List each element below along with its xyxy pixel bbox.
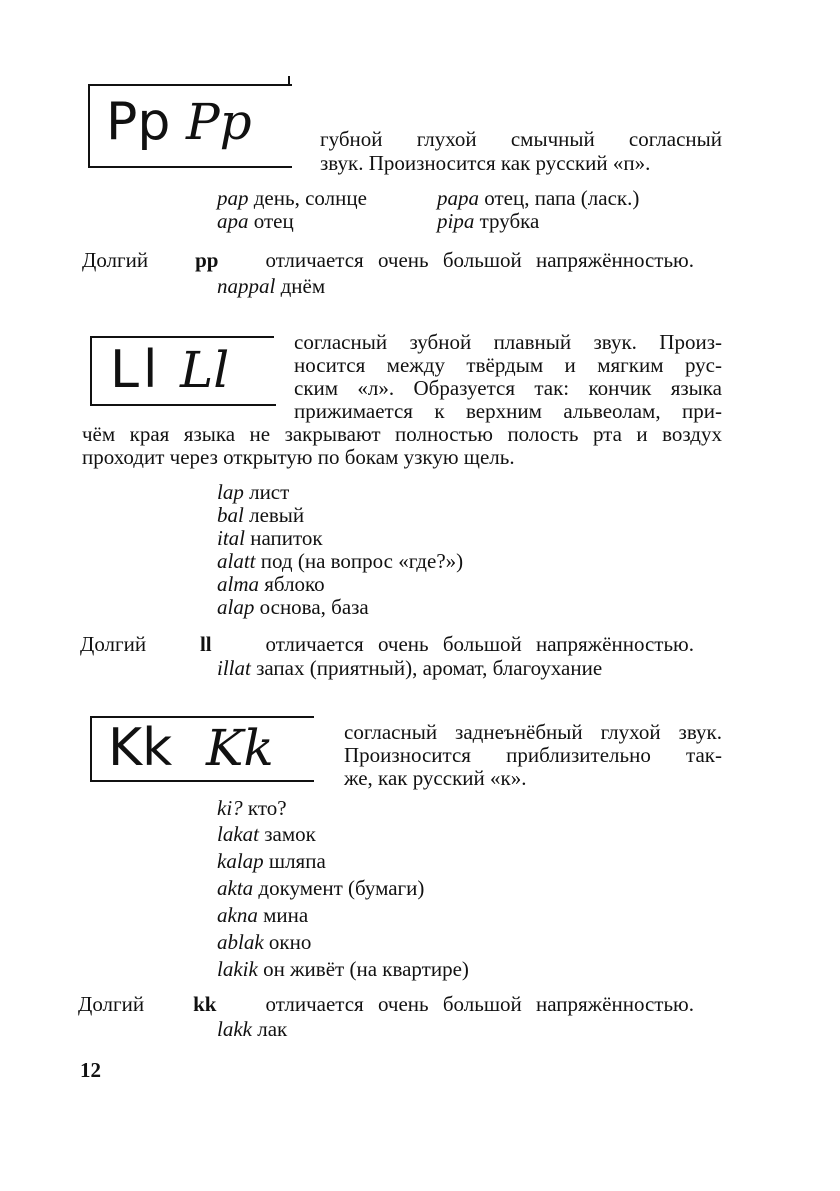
example-word: apa <box>217 209 249 233</box>
example-gloss: яблоко <box>264 572 325 596</box>
k-example-row <box>217 876 424 900</box>
example-word: lakik <box>217 957 258 981</box>
letter-p-print: Pp <box>106 92 171 152</box>
l-example-row <box>217 480 289 504</box>
l-example-row <box>217 526 323 550</box>
letter-box-k-bottom-rule <box>90 780 314 782</box>
letter-box-l-left-rule <box>90 336 92 406</box>
example-word: papa <box>437 186 479 210</box>
k-example-row <box>217 822 316 846</box>
example-word: alma <box>217 572 259 596</box>
example-word: illat <box>217 656 251 680</box>
l-example-row <box>217 503 304 527</box>
l-example-row <box>217 595 369 619</box>
letter-k-script: Kk <box>206 719 274 777</box>
long-note-pre: Долгий <box>78 992 145 1016</box>
example-gloss: трубка <box>479 209 540 233</box>
k-long-example <box>217 1017 287 1041</box>
example-gloss: днём <box>280 274 326 298</box>
example-gloss: документ (бумаги) <box>258 876 425 900</box>
example-gloss: шляпа <box>268 849 326 873</box>
letter-box-k-left-rule <box>90 716 92 782</box>
letter-p-script: Pp <box>186 93 252 151</box>
long-note-pre: Долгий <box>82 248 149 272</box>
example-word: alatt <box>217 549 256 573</box>
long-note-post: отличается очень большой напряжённостью. <box>265 992 694 1016</box>
k-example-row <box>217 849 326 873</box>
example-word: lakat <box>217 822 259 846</box>
example-gloss: он живёт (на квартире) <box>263 957 469 981</box>
example-gloss: день, солнце <box>253 186 367 210</box>
example-word: ital <box>217 526 246 550</box>
l-description-line-5: чём края языка не закрывают полностью полость рта и воздух <box>82 422 722 446</box>
long-note-post: отличается очень большой напряжённостью. <box>265 632 694 656</box>
k-example-row <box>217 796 287 820</box>
example-gloss: отец, папа (ласк.) <box>484 186 640 210</box>
example-gloss: отец <box>253 209 294 233</box>
l-example-row <box>217 549 463 573</box>
k-description-line-3: же, как русский «к». <box>344 766 527 790</box>
p-example-row <box>437 209 539 233</box>
k-example-row <box>217 930 311 954</box>
example-word: bal <box>217 503 244 527</box>
example-gloss: лак <box>257 1017 288 1041</box>
p-example-row <box>217 209 294 233</box>
example-gloss: замок <box>264 822 316 846</box>
example-gloss: запах (приятный), аромат, благоухание <box>256 656 603 680</box>
letter-l-print: Ll <box>110 340 162 400</box>
l-long-sound-note <box>80 632 694 656</box>
long-note-letters: ll <box>199 632 212 656</box>
letter-box-l-top-rule <box>90 336 274 338</box>
long-note-letters: kk <box>193 992 217 1016</box>
p-long-example <box>217 274 325 298</box>
example-gloss: напиток <box>250 526 323 550</box>
k-example-row <box>217 903 308 927</box>
example-word: ablak <box>217 930 264 954</box>
example-gloss: окно <box>268 930 312 954</box>
long-note-pre: Долгий <box>80 632 147 656</box>
example-word: akta <box>217 876 254 900</box>
example-word: kalap <box>217 849 264 873</box>
example-word: lakk <box>217 1017 252 1041</box>
l-description-line-6: проходит через открытую по бокам узкую щель. <box>82 445 515 469</box>
example-gloss: основа, база <box>259 595 369 619</box>
example-word: ki? <box>217 796 243 820</box>
example-word: nappal <box>217 274 276 298</box>
example-word: akna <box>217 903 258 927</box>
letter-l-script: Ll <box>180 341 230 399</box>
p-example-row <box>217 186 367 210</box>
l-description-line-4: прижимается к верхним альвеолам, при- <box>294 399 722 423</box>
example-gloss: левый <box>249 503 305 527</box>
p-description-line-2: звук. Произносится как русский «п». <box>320 151 651 175</box>
k-description-line-1: согласный заднеънёбный глухой звук. <box>344 720 722 744</box>
k-description-line-2: Произносится приблизительно так- <box>344 743 722 767</box>
example-word: pipa <box>437 209 475 233</box>
long-note-letters: pp <box>195 248 219 272</box>
long-note-post: отличается очень большой напряжённостью. <box>265 248 694 272</box>
k-example-row <box>217 957 469 981</box>
letter-box-p-hook <box>288 76 290 86</box>
k-long-sound-note <box>78 992 694 1016</box>
example-gloss: мина <box>263 903 309 927</box>
l-description-line-3: ским «л». Образуется так: кончик языка <box>294 376 722 400</box>
letter-k-print: Kk <box>108 718 173 778</box>
l-description-line-2: носится между твёрдым и мягким рус- <box>294 353 722 377</box>
example-word: lap <box>217 480 244 504</box>
l-example-row <box>217 572 325 596</box>
example-gloss: под (на вопрос «где?») <box>260 549 464 573</box>
page-number: 12 <box>80 1058 101 1082</box>
p-long-sound-note <box>82 248 694 272</box>
l-long-example <box>217 656 602 680</box>
example-gloss: кто? <box>247 796 287 820</box>
p-description-line-1: губной глухой смычный согласный <box>320 127 722 151</box>
example-word: alap <box>217 595 255 619</box>
l-description-line-1: согласный зубной плавный звук. Произ- <box>294 330 722 354</box>
example-gloss: лист <box>249 480 290 504</box>
p-example-row <box>437 186 639 210</box>
example-word: pap <box>217 186 249 210</box>
